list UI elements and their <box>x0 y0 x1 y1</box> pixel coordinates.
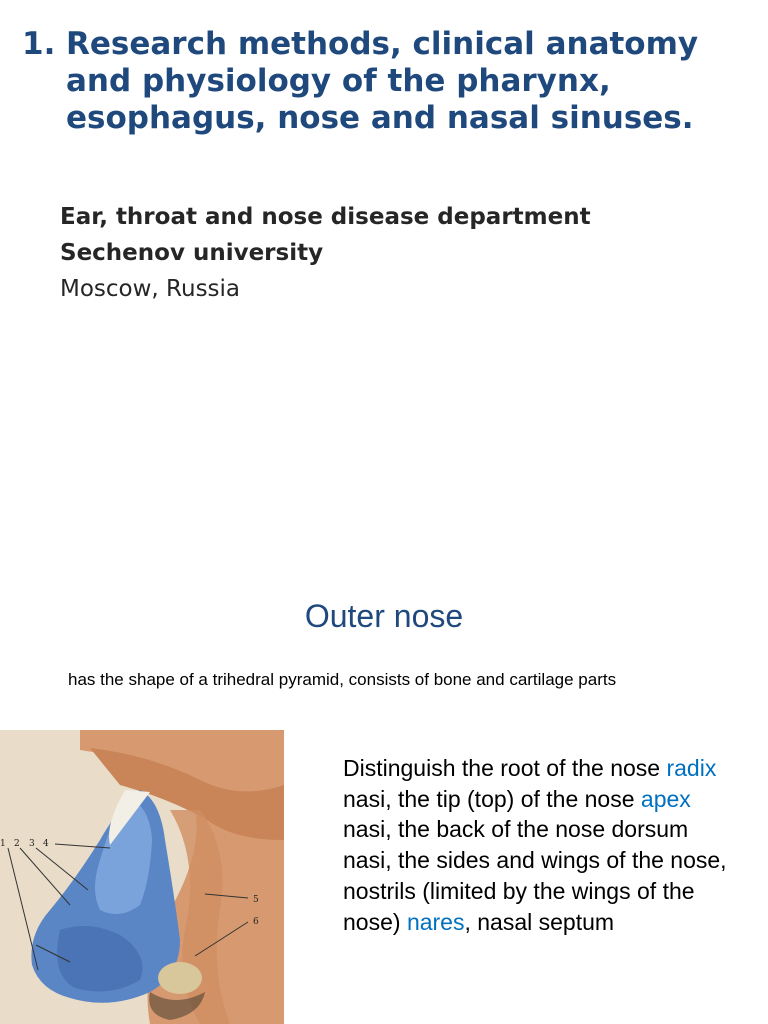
description-text-4: , nasal septum <box>464 908 615 935</box>
figure-label-1: 1 <box>0 839 6 849</box>
description-text-2: nasi, the tip (top) of the nose <box>343 785 641 812</box>
figure-label-4: 4 <box>43 839 49 849</box>
subtitle-block <box>60 202 700 310</box>
title-number: 1. <box>22 26 56 62</box>
figure-label-3: 3 <box>29 839 35 849</box>
term-nares: nares <box>406 908 465 935</box>
term-apex: apex <box>640 785 691 812</box>
intro-text: has the shape of a trihedral pyramid, consists of bone and cartilage parts <box>68 670 617 689</box>
section-title: Outer nose <box>304 598 464 634</box>
description-text-3: nasi, the back of the nose dorsum nasi, the sides and wings of the nose, nostrils (limited by the wings of the nose) <box>343 816 727 935</box>
figure-label-2: 2 <box>14 839 20 849</box>
department-name: Ear, throat and nose disease department <box>60 204 591 230</box>
description-text-1: Distinguish the root of the nose <box>343 755 667 781</box>
university-name: Sechenov university <box>60 240 324 266</box>
figure-label-6: 6 <box>253 917 259 927</box>
figure-label-5: 5 <box>253 895 259 905</box>
title-text: Research methods, clinical anatomy and physiology of the pharynx, esophagus, nose and nasal sinuses. <box>66 26 699 136</box>
term-radix: radix <box>666 755 717 781</box>
nose-anatomy-illustration <box>0 730 284 1024</box>
slide-title <box>22 26 742 137</box>
nose-parts-description <box>343 753 743 937</box>
location-text: Moscow, Russia <box>60 276 241 302</box>
